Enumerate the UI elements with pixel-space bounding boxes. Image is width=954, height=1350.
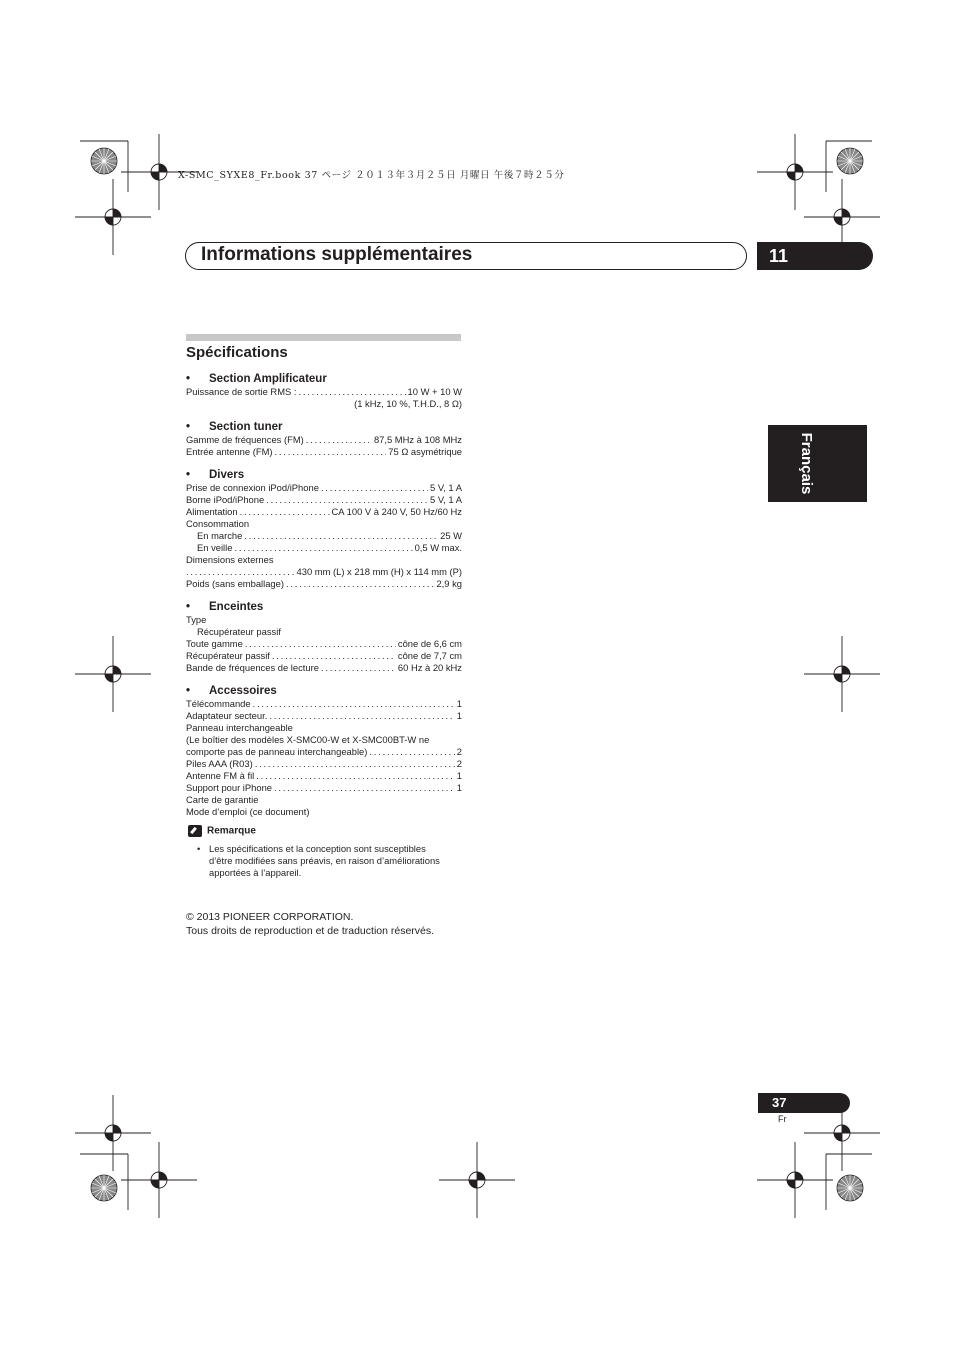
note-heading: Remarque bbox=[188, 825, 256, 837]
spec-condition: (1 kHz, 10 %, T.H.D., 8 Ω) bbox=[354, 398, 462, 409]
misc-heading: • Divers bbox=[186, 468, 462, 482]
spec-label: Type bbox=[186, 614, 207, 625]
spec-row: Borne iPod/iPhone ..... 5 V, 1 A bbox=[186, 494, 462, 506]
spec-row: Support pour iPhone ..... 1 bbox=[186, 782, 462, 794]
copyright bbox=[186, 910, 434, 938]
spec-row: Toute gamme ..... cône de 6,6 cm bbox=[186, 638, 462, 650]
spec-row: En marche ..... 25 W bbox=[186, 530, 462, 542]
spec-row: Prise de connexion iPod/iPhone ..... 5 V, 1 A bbox=[186, 482, 462, 494]
language-tab-label: Français bbox=[798, 432, 815, 495]
spec-row: Récupérateur passif ..... cône de 7,7 cm bbox=[186, 650, 462, 662]
chapter-number: 11 bbox=[757, 242, 873, 270]
page-number: 37 bbox=[758, 1093, 850, 1113]
spec-row: Télécommande ..... 1 bbox=[186, 698, 462, 710]
print-info-line: X-SMC_SYXE8_Fr.book 37 ページ ２０１３年３月２５日 月曜日 午後７時２５分 bbox=[178, 170, 565, 181]
spec-row: Gamme de fréquences (FM) ..... 87,5 MHz à 108 MHz bbox=[186, 434, 462, 446]
spec-label: Dimensions externes bbox=[186, 554, 274, 565]
spec-row: Entrée antenne (FM) ..... 75 Ω asymétrique bbox=[186, 446, 462, 458]
spec-label: (Le boîtier des modèles X-SMC00-W et X-SMC00BT-W ne bbox=[186, 734, 430, 745]
spec-row: comporte pas de panneau interchangeable) ..... 2 bbox=[186, 746, 462, 758]
spec-label: Consommation bbox=[186, 518, 250, 529]
spec-row: Poids (sans emballage) ..... 2,9 kg bbox=[186, 578, 462, 590]
spec-row: Adaptateur secteur. ..... 1 bbox=[186, 710, 462, 722]
spec-row: Bande de fréquences de lecture ..... 60 Hz à 20 kHz bbox=[186, 662, 462, 674]
note-body bbox=[197, 843, 467, 879]
accessories-heading: • Accessoires bbox=[186, 684, 462, 698]
spec-row: En veille ..... 0,5 W max. bbox=[186, 542, 462, 554]
specifications-content bbox=[186, 372, 462, 818]
note-text-line: • Les spécifications et la conception sont susceptibles bbox=[197, 843, 467, 855]
speakers-heading: • Enceintes bbox=[186, 600, 462, 614]
page-language-code: Fr bbox=[778, 1114, 787, 1124]
copyright-line: © 2013 PIONEER CORPORATION. bbox=[186, 911, 354, 923]
language-side-tab bbox=[768, 425, 867, 502]
spec-row: Alimentation ..... CA 100 V à 240 V, 50 Hz/60 Hz bbox=[186, 506, 462, 518]
spec-label: Carte de garantie bbox=[186, 794, 259, 805]
spec-value: Récupérateur passif bbox=[197, 626, 281, 637]
spec-row: Antenne FM à fil ..... 1 bbox=[186, 770, 462, 782]
note-text-line: apportées à l’appareil. bbox=[209, 867, 302, 878]
note-pencil-icon bbox=[188, 825, 202, 837]
amplifier-heading: • Section Amplificateur bbox=[186, 372, 462, 386]
spec-label: Mode d’emploi (ce document) bbox=[186, 806, 310, 817]
rights-line: Tous droits de reproduction et de traduction réservés. bbox=[186, 925, 435, 937]
section-rule bbox=[186, 334, 461, 341]
spec-label: Panneau interchangeable bbox=[186, 722, 293, 733]
section-title: Spécifications bbox=[186, 344, 288, 361]
spec-row: ..... 430 mm (L) x 218 mm (H) x 114 mm (P) bbox=[186, 566, 462, 578]
tuner-heading: • Section tuner bbox=[186, 420, 462, 434]
chapter-title: Informations supplémentaires bbox=[201, 244, 473, 265]
spec-row: Puissance de sortie RMS : ..... 10 W + 10 W bbox=[186, 386, 462, 398]
note-text-line: d’être modifiées sans préavis, en raison d’améliorations bbox=[209, 855, 440, 866]
spec-row: Piles AAA (R03) ..... 2 bbox=[186, 758, 462, 770]
